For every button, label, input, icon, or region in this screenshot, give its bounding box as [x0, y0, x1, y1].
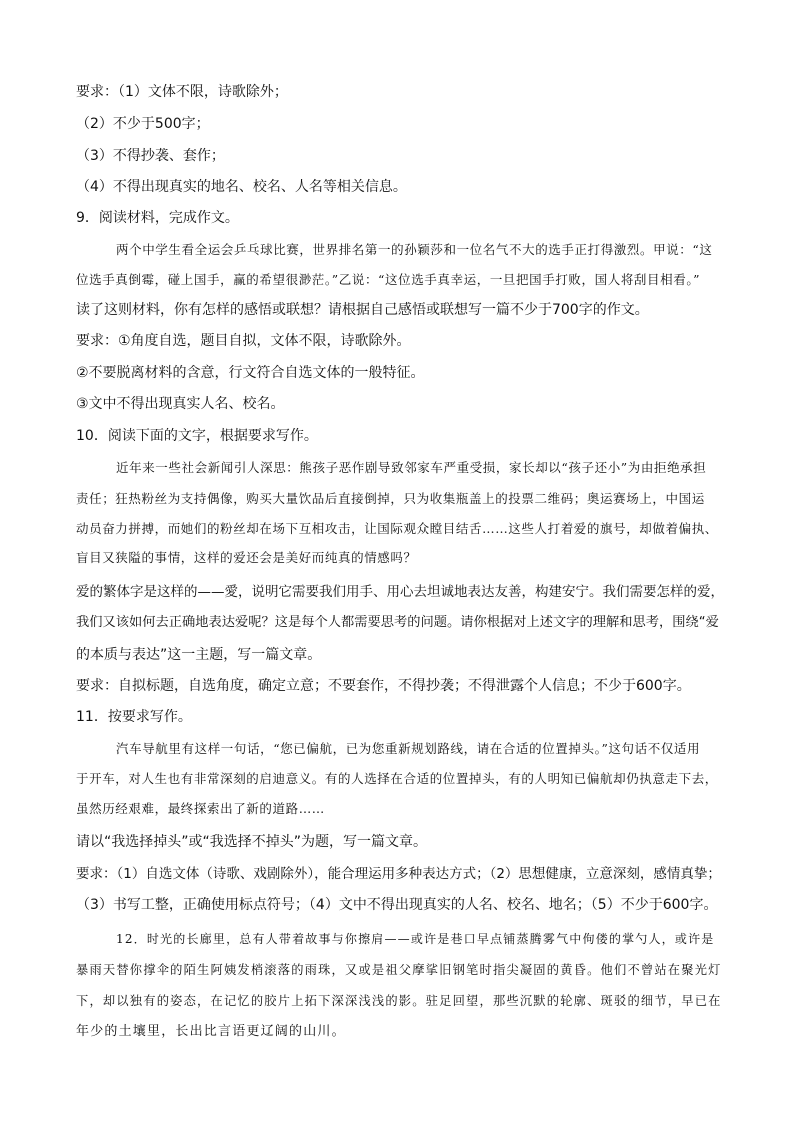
q9-requirement-1: 要求：①角度自选，题目自拟，文体不限，诗歌除外。 [76, 333, 411, 349]
q10-material-line-2: 责任；狂热粉丝为支持偶像，购买大量饮品后直接倒掉，只为收集瓶盖上的投票二维码；奥运赛场上，中国运 [76, 491, 705, 506]
q10-prompt-line-2: 我们又该如何去正确地表达爱呢？这是每个人都需要思考的问题。请你根据对上述文字的理解和思考，围绕“爱 [76, 615, 719, 630]
q11-material-line-3: 虽然历经艰难，最终探索出了新的道路…… [76, 801, 325, 816]
q10-material-line-1: 近年来一些社会新闻引人深思：熊孩子恶作剧导致邻家车严重受损，家长却以“孩子还小”为由拒绝承担 [116, 460, 707, 475]
q11-title: 11．按要求写作。 [76, 709, 192, 725]
q9-title: 9．阅读材料，完成作文。 [76, 210, 239, 226]
q10-prompt-line-1: 爱的繁体字是这样的——愛，说明它需要我们用手、用心去坦诚地表达友善，构建安宁。我们需要怎样的爱， [76, 584, 724, 600]
q8-requirement-3: （3）不得抄袭、套作； [76, 148, 225, 164]
q10-requirement: 要求：自拟标题，自选角度，确定立意；不要套作，不得抄袭；不得泄露个人信息；不少于600字。 [76, 678, 691, 694]
q10-title: 10．阅读下面的文字，根据要求写作。 [76, 428, 318, 444]
q9-requirement-2: ②不要脱离材料的含意，行文符合自选文体的一般特征。 [76, 365, 425, 381]
q11-requirement-line-2: （3）书写工整，正确使用标点符号；（4）文中不得出现真实的人名、校名、地名；（5）不少于600字。 [76, 897, 718, 913]
q9-requirement-3: ③文中不得出现真实人名、校名。 [76, 396, 285, 412]
q12-material-line-1: 12．时光的长廊里，总有人带着故事与你擦肩——或许是巷口早点铺蒸腾雾气中佝偻的掌勺人，或许是 [116, 932, 715, 946]
q11-material-line-1: 汽车导航里有这样一句话，“您已偏航，已为您重新规划路线，请在合适的位置掉头。”这句话不仅适用 [116, 741, 701, 756]
q8-requirement-2: （2）不少于500字； [76, 116, 210, 132]
q10-material-line-3: 动员奋力拼搏，而她们的粉丝却在场下互相攻击，让国际观众瞠目结舌……这些人打着爱的旗号，却做着偏执、 [76, 521, 718, 536]
q11-material-line-2: 于开车，对人生也有非常深刻的启迪意义。有的人选择在合适的位置掉头，有的人明知已偏航却仍执意走下去， [76, 771, 718, 786]
q9-material-line-2: 位选手真倒霉，碰上国手，赢的希望很渺茫。”乙说：“这位选手真幸运，一旦把国手打败，国人将刮目相看。” [76, 272, 701, 287]
q10-prompt-line-3: 的本质与表达”这一主题，写一篇文章。 [76, 647, 322, 663]
q12-material-line-4: 年少的土壤里，长出比言语更辽阔的山川。 [76, 1024, 346, 1039]
q12-material-line-2: 暴雨天替你撑伞的陌生阿姨发梢滚落的雨珠，又或是祖父摩挲旧钢笔时指尖凝固的黄昏。他们不曾站在聚光灯 [76, 963, 722, 977]
q9-material-line-1: 两个中学生看全运会乒乓球比赛，世界排名第一的孙颖莎和一位名气不大的选手正打得激烈。甲说：“这 [116, 242, 713, 257]
q9-prompt: 读了这则材料，你有怎样的感悟或联想？请根据自己感悟或联想写一篇不少于700字的作文。 [76, 302, 649, 318]
q12-material-line-3: 下，却以独有的姿态，在记忆的胶片上拓下深深浅浅的影。驻足回望，那些沉默的轮廓、斑驳的细节，早已在 [76, 994, 722, 1008]
q11-requirement-line-1: 要求：（1）自选文体（诗歌、戏剧除外），能合理运用多种表达方式；（2）思想健康，立意深刻，感情真挚； [76, 866, 721, 882]
q8-requirement-4: （4）不得出现真实的地名、校名、人名等相关信息。 [76, 179, 407, 195]
q10-material-line-4: 盲目又狭隘的事情，这样的爱还会是美好而纯真的情感吗？ [76, 550, 417, 565]
q11-prompt: 请以“我选择掉头”或“我选择不掉头”为题，写一篇文章。 [76, 834, 428, 850]
q8-requirement-1: 要求：（1）文体不限，诗歌除外； [76, 84, 288, 100]
